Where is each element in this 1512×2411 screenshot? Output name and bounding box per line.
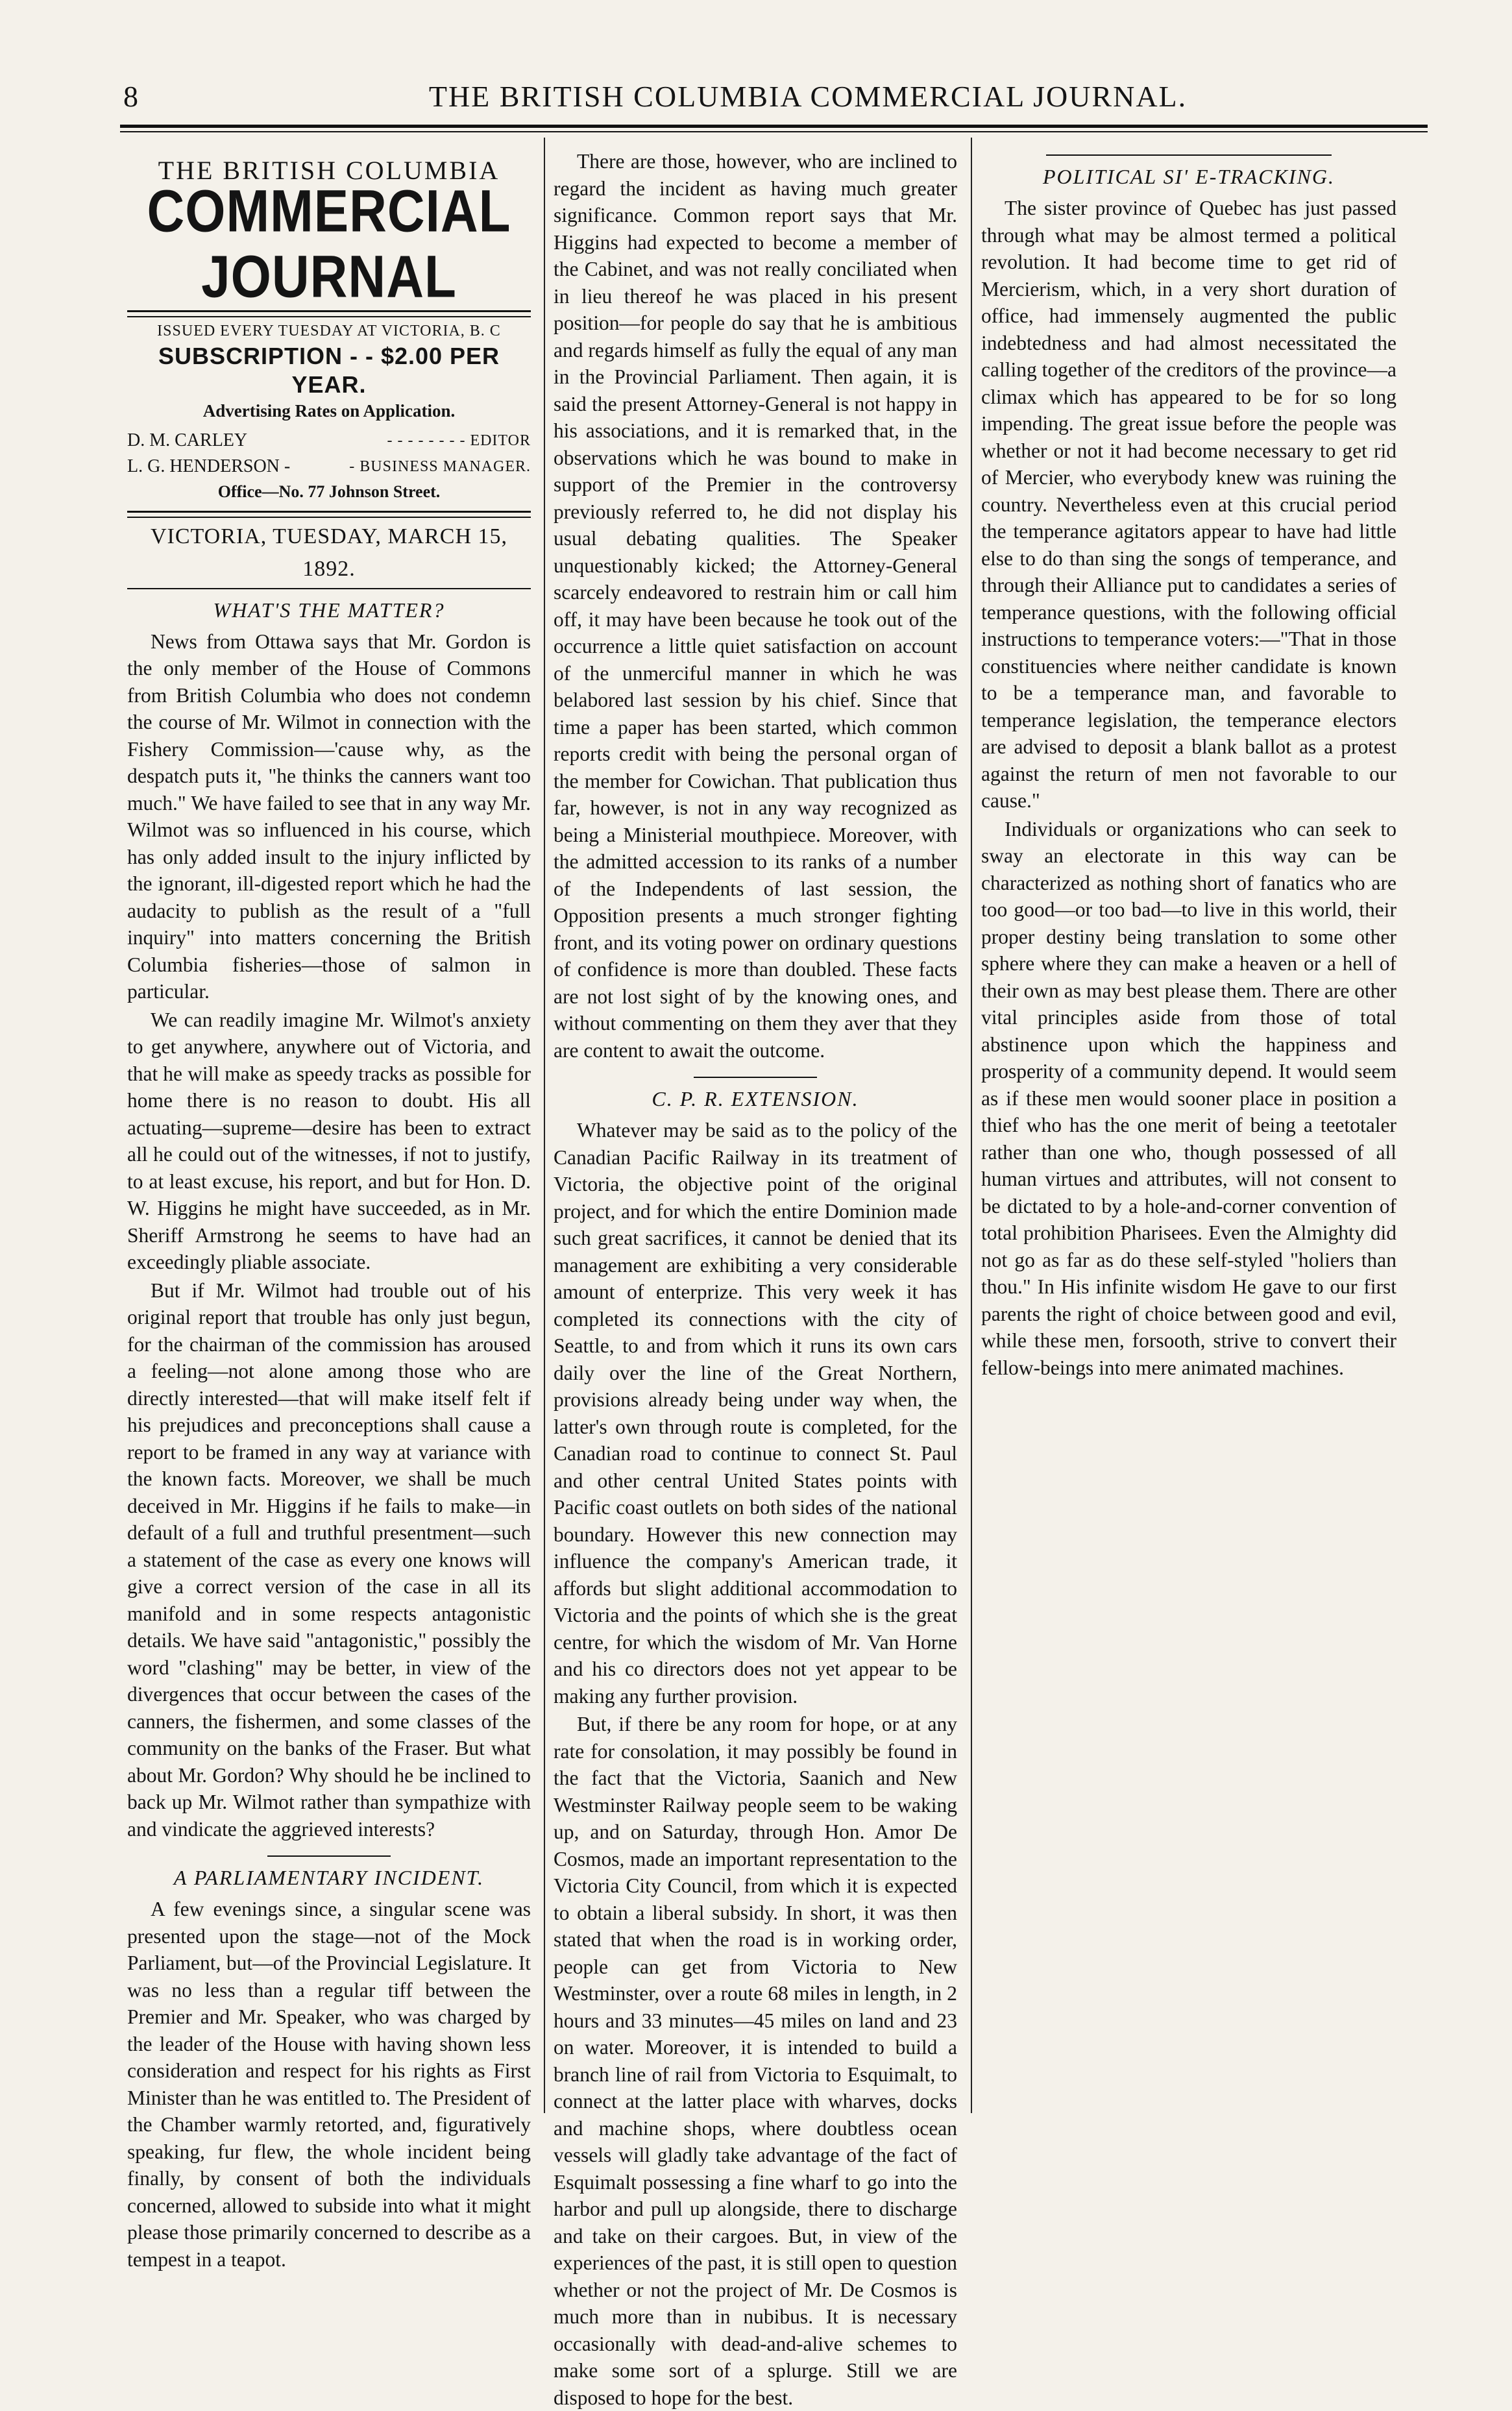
subscription-line: SUBSCRIPTION - - $2.00 PER YEAR. (158, 342, 500, 398)
dateline-rule-top (127, 511, 531, 513)
article-cpr-extension (554, 1117, 957, 2411)
article-separator (267, 1855, 391, 1857)
masthead-line1: THE BRITISH COLUMBIA (158, 156, 500, 185)
masthead-title: COMMERCIAL JOURNAL (147, 177, 511, 310)
article-political-side-tracking (981, 195, 1396, 1381)
editor-line (127, 428, 531, 454)
paragraph: There are those, however, who are inclined to regard the incident as having much greater significance. Common report says that Mr. Higgins had expected to become a member of the Cabinet, and was not really conciliated when in lieu thereof he was placed in his present position—for people do say that he is ambitious and regards himself as fully the equal of any man in the Provincial Parliament. Then again, it is said the present Attorney-General is not happy in his associations, and it is remarked that, in the observations which he was bound to make in support of the Premier in the controversy previously referred to, he did not display his usual debating qualities. The Speaker unquestionably kicked; the Attorney-General scarcely endeavored to restrain him or call him off, it may have been because he took out of the occurrence a little quiet satisfaction on account of the unmerciful manner in which he was belabored last session by his chief. Since that time a paper has been started, which common reports credit with being the personal organ of the member for Cowichan. That publication thus far, however, is not in any way recognized as being a Ministerial mouthpiece. Moreover, with the admitted accession to its ranks of a number of the Independents of last session, the Opposition presents a much stronger fighting front, and its voting power on ordinary questions of confidence is more than doubled. These facts are not lost sight of by the knowing ones, and without commenting on them they aver that they are content to await the outcome. (554, 150, 957, 1062)
page-number: 8 (123, 80, 138, 113)
running-head (123, 79, 1428, 118)
manager-role: - BUSINESS MANAGER. (349, 458, 531, 475)
paragraph: But, if there be any room for hope, or at any rate for consolation, it may possibly be found in the fact that the Victoria, Saanich and New Westminster Railway people seem to be waking up, and on Saturday, through Hon. Amor De Cosmos, made an important representation to the Victoria City Council, from which it is expected to obtain a liberal subsidy. In short, it was then stated that when the road is in working order, people can get from Victoria to New Westminster, over a route 68 miles in length, in 2 hours and 33 minutes—45 miles on land and 23 on water. Moreover, it is intended to build a branch line of rail from Victoria to Esquimalt, to connect at the latter place with wharves, docks and machine shops, where doubtless ocean vessels will gladly take advantage of the fact of Esquimalt possessing a fine wharf to go into the harbor and pull up alongside, there to discharge and take on their cargoes. But, in view of the experiences of the past, it is still open to question whether or not the project of Mr. De Cosmos is much more than in nubibus. It is necessary occasionally with dead-and-alive schemes to make some sort of a splurge. Still we are disposed to hope for the best. (554, 1713, 957, 2409)
issued-line: ISSUED EVERY TUESDAY AT VICTORIA, B. C (157, 322, 501, 339)
manager-line (127, 454, 531, 480)
article-parliamentary-incident-cont (554, 148, 957, 1064)
heading-cpr-extension: C. P. R. EXTENSION. (652, 1087, 859, 1110)
paragraph: A few evenings since, a singular scene was presented upon the stage—not of the Mock Parliament, but—of the Provincial Legislature. It was no less than a regular tiff between the Premier and Mr. Speaker, who was charged by the leader of the House with having shown less consideration and respect for his rights as First Minister than he was entitled to. The President of the Chamber warmly retorted, and, figuratively speaking, fur flew, the whole incident being finally, by consent of both the individuals concerned, allowed to subside into what it might please those primarily concerned to describe as a tempest in a teapot. (127, 1898, 531, 2271)
article-parliamentary-incident-start (127, 1896, 531, 2273)
dateline: VICTORIA, TUESDAY, MARCH 15, 1892. (150, 524, 508, 581)
heading-parliamentary-incident: A PARLIAMENTARY INCIDENT. (173, 1866, 485, 1889)
head-rule-thick (120, 125, 1428, 128)
head-rule-thin (120, 131, 1428, 132)
editor-name: D. M. CARLEY (127, 430, 248, 450)
masthead-rule-thin (127, 316, 531, 317)
article-separator (694, 1077, 817, 1078)
column-1 (127, 148, 531, 2271)
masthead (127, 157, 531, 589)
column-3 (981, 148, 1396, 2113)
column-rule-1 (544, 138, 545, 2113)
article-separator (1046, 154, 1332, 156)
heading-political-side-tracking: POLITICAL SI' E-TRACKING. (1042, 165, 1335, 188)
advertising-line: Advertising Rates on Application. (202, 400, 456, 421)
office-line: Office—No. 77 Johnson Street. (217, 482, 441, 501)
paragraph: The sister province of Quebec has just passed through what may be almost termed a political revolution. It had become time to get rid of Mercierism, which, in a very short duration of office, had immensely augmented the public indebtedness and had almost necessitated the calling together of the creditors of the province—a climax which has appeared to be for so long impending. The great issue before the people was whether or not it had become necessary to get rid of Mercier, who everybody knew was ruining the country. Nevertheless even at this crucial period the temperance agitators appear to have had little else to do than sing the songs of temperance, and through their Alliance put to candidates a series of temperance questions, with the following official instructions to temperance voters:—"That in those constituencies where neither candidate is known to be a temperance man, and favorable to temperance legislation, the temperance electors are advised to deposit a blank ballot as a protest against the return of men not favorable to our cause." (981, 197, 1396, 812)
column-2 (554, 148, 957, 2409)
paragraph: We can readily imagine Mr. Wilmot's anxiety to get anywhere, anywhere out of Victoria, and that he will make as speedy tracks as possible for home there is no reason to doubt. His all actuating—supreme—desire has been to extract all he could out of the witnesses, if not to justify, to at least excuse, his report, and but for Hon. D. W. Higgins he might have succeeded, as in Mr. Sheriff Armstrong he seems to have had an exceedingly pliable associate. (127, 1008, 531, 1273)
paragraph: But if Mr. Wilmot had trouble out of his original report that trouble has only just begun, for the chairman of the commission has aroused a feeling—not alone among those who are directly interested—that will make itself felt if his prejudices and preconceptions shall cause a report to be framed in any way at variance with the known facts. Moreover, we shall be much deceived in Mr. Higgins if he fails to make—in default of a full and truthful presentment—such a statement of the case as every one knows will give a correct version of the case in all its manifold and in some respects antagonistic details. We have said "antagonistic," possibly the word "clashing" may be better, in view of the divergences that occur between the cases of the canners, the fishermen, and some classes of the community on the banks of the Fraser. But what about Mr. Gordon? Why should he be inclined to back up Mr. Wilmot rather than sympathize with and vindicate the aggrieved interests? (127, 1279, 531, 1841)
editor-role: - - - - - - - - EDITOR (387, 432, 531, 449)
paragraph: News from Ottawa says that Mr. Gordon is the only member of the House of Commons from British Columbia who does not condemn the course of Mr. Wilmot in connection with the Fishery Commission—'cause why, as the despatch puts it, "he thinks the canners want too much." We have failed to see that in any way Mr. Wilmot was so influenced in his course, which has only added insult to the injury inflicted by the ignorant, ill-digested report which he had the audacity to publish as the result of a "full inquiry" into matters concerning the British Columbia fisheries—those of salmon in particular. (127, 630, 531, 1003)
journal-title: THE BRITISH COLUMBIA COMMERCIAL JOURNAL. (428, 80, 1188, 113)
article-whats-the-matter (127, 628, 531, 1843)
manager-name: L. G. HENDERSON - (127, 456, 291, 476)
masthead-rule (127, 310, 531, 312)
dateline-rule-top-thin (127, 517, 531, 518)
paragraph: Whatever may be said as to the policy of the Canadian Pacific Railway in its treatment of Victoria, the objective point of the original project, and for which the entire Dominion made such great sacrifices, it cannot be denied that its management are exhibiting a very considerable amount of enterprize. This very week it has completed its connections with the city of Seattle, to and from which it runs its own cars daily over the line of the Great Northern, provisions already being under way when, the latter's own through route is completed, for the Canadian road to continue to connect St. Paul and other central United States points with Pacific coast outlets on both sides of the national boundary. However this new connection may influence the company's American trade, it affords but slight additional accommodation to Victoria and the points of which she is the great centre, for which the wisdom of Mr. Van Horne and his co directors does not yet appear to be making any further provision. (554, 1119, 957, 1707)
column-rule-2 (971, 138, 972, 2113)
heading-whats-the-matter: WHAT'S THE MATTER? (213, 598, 445, 622)
paragraph: Individuals or organizations who can seek to sway an electorate in this way can be characterized as nothing short of fanatics who are too good—or too bad—to live in this world, their proper destiny being translation to some other sphere where they can make a heaven or a hell of their own as may best please them. There are other vital principles aside from those of total abstinence upon which the happiness and prosperity of a community depend. It would seem as if these men would sooner place in position a thief who has the one merit of being a teetotaler rather than one who, though possessed of all human virtues and attributes, will not consent to be dictated to by a hole-and-corner convention of total prohibition Pharisees. Even the Almighty did not go as far as do these self-styled "holiers than thou." In His infinite wisdom He gave to our first parents the right of choice between good and evil, while these men, forsooth, strive to convert their fellow-beings into mere animated machines. (981, 817, 1396, 1379)
dateline-rule-bottom (127, 588, 531, 589)
